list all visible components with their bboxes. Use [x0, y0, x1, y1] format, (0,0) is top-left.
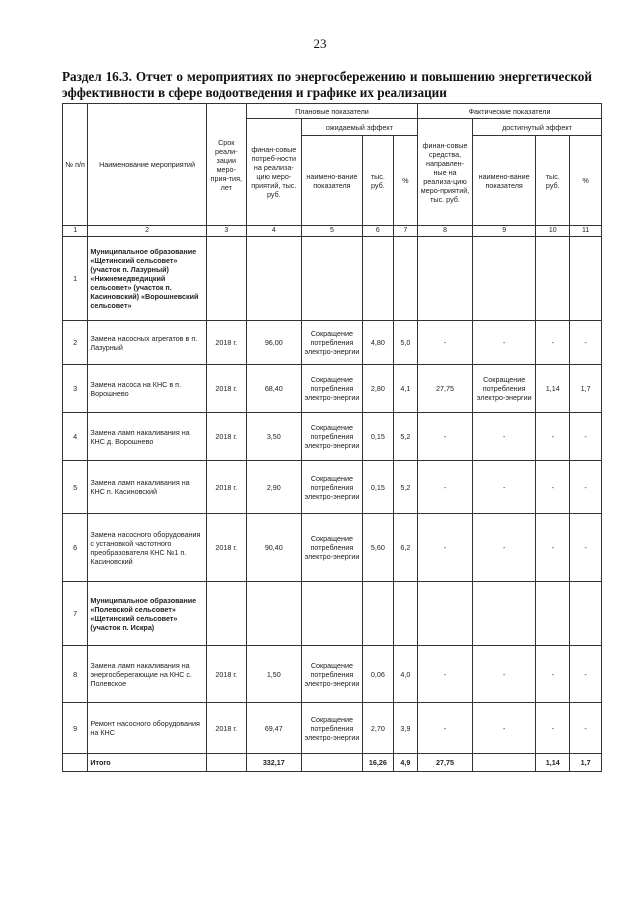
header-ach-thous: тыс. руб. [536, 136, 570, 226]
row-number: 4 [63, 413, 88, 461]
actual-financing: 27,75 [418, 365, 473, 413]
measure-name: Муниципальное образование «Щетинский сельсовет» (участок п. Лазурный) «Нижнемедведицкий сельсовет» (участок п. Касиновский) «Ворошневский сельсовет» [88, 237, 206, 321]
planned-financing [246, 237, 301, 321]
table-row [63, 321, 602, 365]
term [206, 237, 246, 321]
achieved-effect-thous [536, 237, 570, 321]
expected-effect-name: Сокращение потребления электро-энергии [301, 365, 362, 413]
expected-effect-name [301, 237, 362, 321]
planned-financing: 2,90 [246, 461, 301, 514]
measure-name: Замена насосных агрегатов в п. Лазурный [88, 321, 206, 365]
expected-effect-name [301, 754, 362, 772]
column-number: 5 [301, 226, 362, 237]
actual-financing: - [418, 321, 473, 365]
achieved-effect-thous [536, 582, 570, 646]
achieved-effect-name: - [472, 413, 535, 461]
expected-effect-thous: 0,06 [363, 646, 394, 703]
expected-effect-thous [363, 582, 394, 646]
table-row [63, 582, 602, 646]
actual-financing [418, 237, 473, 321]
expected-effect-pct: 5,0 [393, 321, 417, 365]
term: 2018 г. [206, 461, 246, 514]
term: 2018 г. [206, 646, 246, 703]
column-number: 1 [63, 226, 88, 237]
header-exp-name: наимено-вание показателя [301, 136, 362, 226]
column-number: 3 [206, 226, 246, 237]
measure-name: Замена насосного оборудования с установкой частотного преобразователя КНС №1 п. Касиновский [88, 514, 206, 582]
header-term: Срок реали-зации меро-прия-тия, лет [206, 104, 246, 226]
header-num: № п/п [63, 104, 88, 226]
expected-effect-pct: 5,2 [393, 413, 417, 461]
row-number: 9 [63, 703, 88, 754]
expected-effect-thous: 2,80 [363, 365, 394, 413]
expected-effect-pct: 4,0 [393, 646, 417, 703]
term [206, 582, 246, 646]
measure-name: Замена насоса на КНС в п. Ворошнево [88, 365, 206, 413]
header-fact-fin: финан-совые средства, направлен-ные на реализа-цию меро-приятий, тыс. руб. [418, 119, 473, 226]
table-row [63, 237, 602, 321]
achieved-effect-thous: - [536, 514, 570, 582]
term: 2018 г. [206, 321, 246, 365]
header-name: Наименование мероприятий [88, 104, 206, 226]
measure-name: Замена ламп накаливания на КНС п. Касиновский [88, 461, 206, 514]
achieved-effect-name: - [472, 646, 535, 703]
expected-effect-thous: 0,15 [363, 413, 394, 461]
term: 2018 г. [206, 413, 246, 461]
achieved-effect-name: - [472, 514, 535, 582]
achieved-effect-pct: - [570, 514, 602, 582]
measure-name: Замена ламп накаливания на КНС д. Ворошнево [88, 413, 206, 461]
page-number: 23 [313, 36, 327, 51]
achieved-effect-thous: - [536, 703, 570, 754]
expected-effect-name [301, 582, 362, 646]
measure-name: Итого [88, 754, 206, 772]
table-row [63, 646, 602, 703]
achieved-effect-name [472, 237, 535, 321]
expected-effect-thous: 5,60 [363, 514, 394, 582]
row-number [63, 754, 88, 772]
planned-financing: 1,50 [246, 646, 301, 703]
achieved-effect-pct [570, 237, 602, 321]
column-number: 10 [536, 226, 570, 237]
achieved-effect-pct: - [570, 413, 602, 461]
achieved-effect-thous: - [536, 413, 570, 461]
total-row [63, 754, 602, 772]
table-row [63, 703, 602, 754]
planned-financing: 68,40 [246, 365, 301, 413]
row-number: 2 [63, 321, 88, 365]
actual-financing: - [418, 514, 473, 582]
column-number: 4 [246, 226, 301, 237]
expected-effect-pct: 6,2 [393, 514, 417, 582]
achieved-effect-pct: 1,7 [570, 365, 602, 413]
expected-effect-thous: 16,26 [363, 754, 394, 772]
achieved-effect-name: - [472, 703, 535, 754]
achieved-effect-pct: - [570, 646, 602, 703]
achieved-effect-name: Сокращение потребления электро-энергии [472, 365, 535, 413]
column-number: 9 [472, 226, 535, 237]
planned-financing: 69,47 [246, 703, 301, 754]
planned-financing: 90,40 [246, 514, 301, 582]
achieved-effect-thous: 1,14 [536, 365, 570, 413]
achieved-effect-pct: - [570, 461, 602, 514]
actual-financing: - [418, 413, 473, 461]
planned-financing: 96,00 [246, 321, 301, 365]
table-row [63, 514, 602, 582]
actual-financing [418, 582, 473, 646]
row-number: 6 [63, 514, 88, 582]
header-ach-name: наимено-вание показателя [472, 136, 535, 226]
measure-name: Замена ламп накаливания на энергосберегающие на КНС с. Полевское [88, 646, 206, 703]
term [206, 754, 246, 772]
achieved-effect-thous: - [536, 461, 570, 514]
actual-financing: - [418, 646, 473, 703]
expected-effect-thous [363, 237, 394, 321]
achieved-effect-name [472, 582, 535, 646]
row-number: 8 [63, 646, 88, 703]
expected-effect-name: Сокращение потребления электро-энергии [301, 413, 362, 461]
header-expected-effect: ожидаемый эффект [301, 119, 417, 136]
planned-financing [246, 582, 301, 646]
section-title: Раздел 16.3. Отчет о мероприятиях по энергосбережению и повышению энергетической эффективности в сфере водоотведения и графике их реализации [62, 69, 592, 100]
achieved-effect-name [472, 754, 535, 772]
header-planned: Плановые показатели [246, 104, 417, 119]
column-number: 8 [418, 226, 473, 237]
row-number: 3 [63, 365, 88, 413]
expected-effect-pct: 3,9 [393, 703, 417, 754]
actual-financing: - [418, 461, 473, 514]
planned-financing: 332,17 [246, 754, 301, 772]
column-number: 7 [393, 226, 417, 237]
expected-effect-pct [393, 237, 417, 321]
achieved-effect-name: - [472, 321, 535, 365]
planned-financing: 3,50 [246, 413, 301, 461]
achieved-effect-pct: 1,7 [570, 754, 602, 772]
header-planned-fin: финан-совые потреб-ности на реализа-цию меро-приятий, тыс. руб. [246, 119, 301, 226]
row-number: 7 [63, 582, 88, 646]
report-table [62, 103, 602, 772]
achieved-effect-pct: - [570, 321, 602, 365]
row-number: 5 [63, 461, 88, 514]
expected-effect-pct: 4,9 [393, 754, 417, 772]
expected-effect-name: Сокращение потребления электро-энергии [301, 646, 362, 703]
header-achieved-effect: достигнутый эффект [472, 119, 601, 136]
achieved-effect-thous: - [536, 321, 570, 365]
header-ach-pct: % [570, 136, 602, 226]
actual-financing: 27,75 [418, 754, 473, 772]
expected-effect-name: Сокращение потребления электро-энергии [301, 514, 362, 582]
expected-effect-thous: 4,80 [363, 321, 394, 365]
measure-name: Муниципальное образование «Полевской сельсовет» «Щетинский сельсовет» (участок п. Искра) [88, 582, 206, 646]
expected-effect-name: Сокращение потребления электро-энергии [301, 321, 362, 365]
achieved-effect-thous: 1,14 [536, 754, 570, 772]
expected-effect-thous: 2,70 [363, 703, 394, 754]
term: 2018 г. [206, 365, 246, 413]
column-number: 11 [570, 226, 602, 237]
expected-effect-name: Сокращение потребления электро-энергии [301, 703, 362, 754]
table-row [63, 461, 602, 514]
column-number: 6 [363, 226, 394, 237]
row-number: 1 [63, 237, 88, 321]
table-row [63, 413, 602, 461]
achieved-effect-pct [570, 582, 602, 646]
term: 2018 г. [206, 703, 246, 754]
header-exp-thous: тыс. руб. [363, 136, 394, 226]
measure-name: Ремонт насосного оборудования на КНС [88, 703, 206, 754]
expected-effect-pct [393, 582, 417, 646]
achieved-effect-thous: - [536, 646, 570, 703]
actual-financing: - [418, 703, 473, 754]
expected-effect-pct: 4,1 [393, 365, 417, 413]
table-row [63, 365, 602, 413]
achieved-effect-name: - [472, 461, 535, 514]
expected-effect-name: Сокращение потребления электро-энергии [301, 461, 362, 514]
column-number-row [63, 226, 602, 237]
term: 2018 г. [206, 514, 246, 582]
expected-effect-thous: 0,15 [363, 461, 394, 514]
header-factual: Фактические показатели [418, 104, 602, 119]
column-number: 2 [88, 226, 206, 237]
achieved-effect-pct: - [570, 703, 602, 754]
header-exp-pct: % [393, 136, 417, 226]
expected-effect-pct: 5,2 [393, 461, 417, 514]
